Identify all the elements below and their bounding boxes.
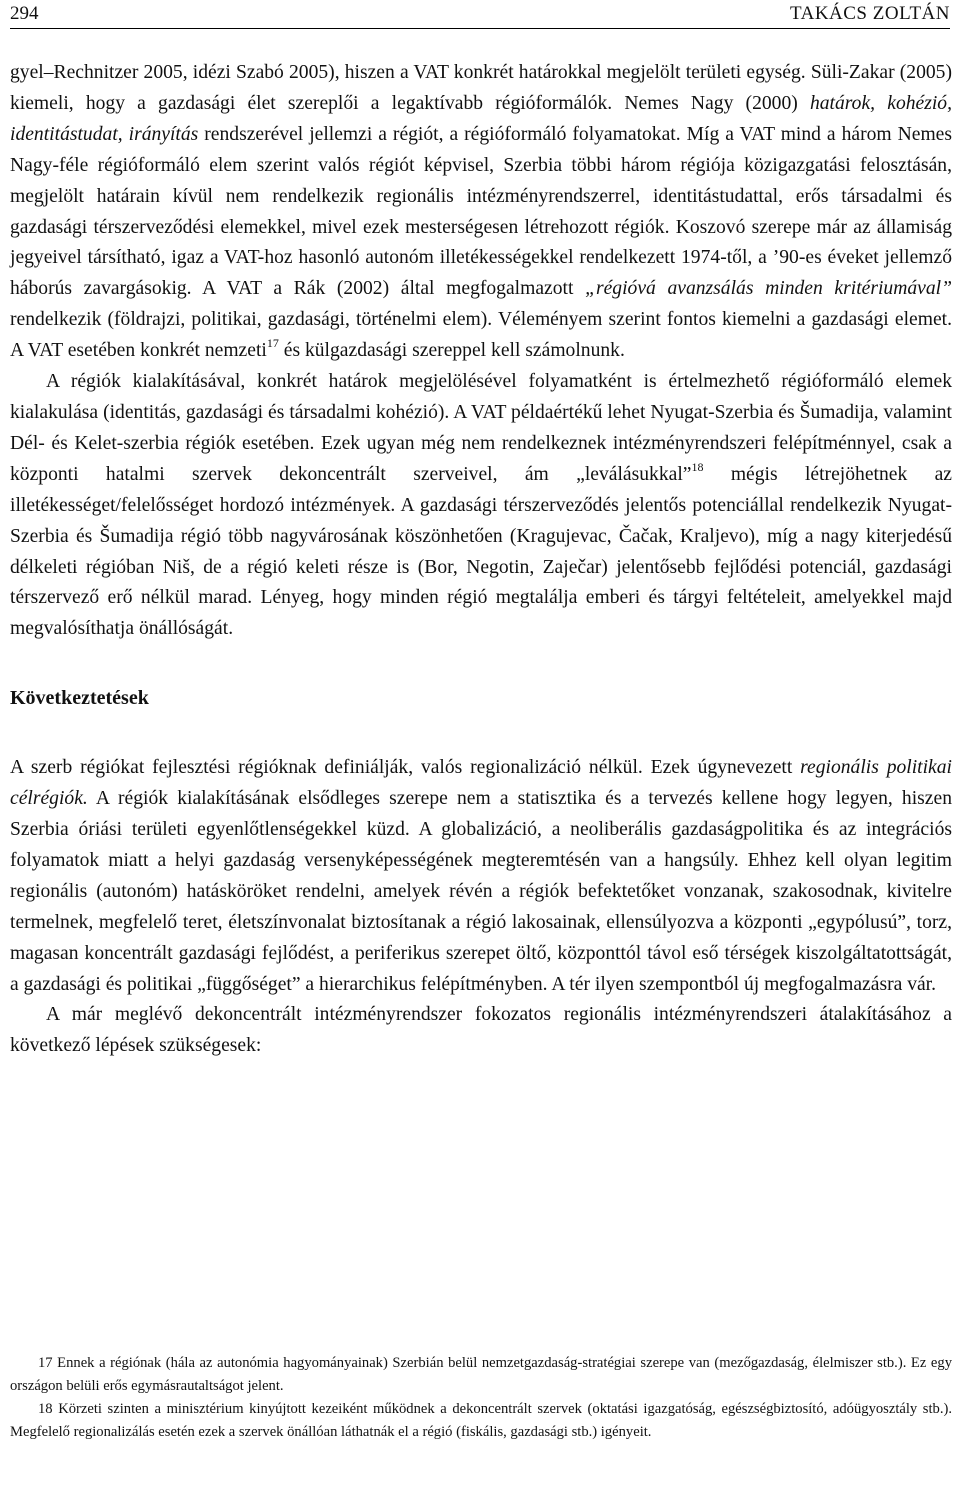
- body-text: [10, 58, 952, 1062]
- footnote-18: 18 Körzeti szinten a minisztérium kinyújtott kezeiként működnek a dekoncentrált szervek (oktatási igazgatóság, egészségbiztosító, adóügyosztály stb.). Megfelelő regionalizálás esetén ezek a szervek önállóan láthatnák el a régió (fiskális, gazdasági stb.) igényeit.: [10, 1401, 952, 1440]
- italic-quote: „régióvá avanzsálás minden kritériumával”: [585, 278, 952, 300]
- italic-term: regionális politikai célrégiók.: [10, 757, 952, 810]
- paragraph-2: A régiók kialakításával, konkrét határok megjelölésével folyamatként is értelmezhető régióformáló elemek kialakulása (identitás, gazdasági és társadalmi kohézió). A VAT példaértékű lehet Nyugat-Szerbia és Šumadija, valamint Dél- és Kelet-szerbia régiók esetében. Ezek ugyan még nem rendelkeznek intézményrendszeri felépítménnyel, csak a központi hatalmi szervek dekoncentrált szerveivel, ám „leválásukkal”$^{18}$ mégis létrejöhetnek az illetékességet/felelősséget hordozó intézmények. A gazdasági térszerveződés jelentős potenciállal rendelkezik Nyugat-Szerbia és Šumadija régió több nagyvárosának köszönhetően (Kragujevac, Čačak, Kraljevo), míg a nagy kiterjedésű délkeleti régióban Niš, de a régió keleti része is (Bor, Negotin, Zaječar) jelentősebb fejlődési potenciál, gazdasági térszervező erő nélkül marad. Lényeg, hogy minden régió megtalálja emberi és tárgyi feltételeit, amelyekkel majd megvalósíthatja önállóságát.: [10, 371, 952, 640]
- paragraph-3: A szerb régiókat fejlesztési régióknak definiálják, valós regionalizáció nélkül. Ezek úgynevezett regionális politikai célrégiók. A régiók kialakításának elsődleges szerepe nem a statisztika és a tervezés kellene hogy legyen, hiszen Szerbia óriási területi egyenlőtlenségekkel küzd. A globalizáció, a neoliberális gazdaságpolitika és az integrációs folyamatok miatt a helyi gazdaság versenyképességének megteremtésén van a hangsúly. Ehhez kell olyan legitim regionális (autonóm) hatásköröket rendelni, amelyek révén a régiók befektetőket vonzanak, szakosodnak, kivitelre termelnek, megfelelő teret, életszínvonalat biztosítanak a régió lakosainak, ellensúlyozva a központi „egypólusú”, torz, magasan koncentrált gazdasági fejlődést, a periferikus szerepet öltő, központtól távol eső térségek kiszolgáltatottságát, a gazdasági és politikai „függőséget” a hierarchikus felépítményben. A tér ilyen szempontból új megfogalmazásra vár.: [10, 757, 952, 995]
- running-author: TAKÁCS ZOLTÁN: [790, 3, 950, 24]
- footnote-ref-17[interactable]: 17: [266, 336, 279, 351]
- page-number: 294: [10, 3, 39, 24]
- running-header: [10, 2, 950, 29]
- paragraph-4: A már meglévő dekoncentrált intézményrendszer fokozatos regionális intézményrendszeri átalakításához a következő lépések szükségesek:: [10, 1004, 952, 1057]
- footnote-ref-18[interactable]: 18: [691, 459, 704, 474]
- paragraph-1: gyel–Rechnitzer 2005, idézi Szabó 2005), hiszen a VAT konkrét határokkal megjelölt területi egység. Süli-Zakar (2005) kiemeli, hogy a gazdasági élet szereplői a legaktívabb régióformálók. Nemes Nagy (2000) határok, kohézió, identitástudat, irányítás rendszerével jellemzi a régiót, a régióformáló folyamatokat. Míg a VAT mind a három Nemes Nagy-féle régióformáló elem szerint valós régiót képvisel, Szerbia többi három régiója közigazgatási felosztásán, megjelölt határain kívül nem rendelkezik regionális intézményrendszerrel, identitástudattal, erős társadalmi és gazdasági térszerveződési elemekkel, mivel ezek mesterségesen létrehozott régiók. Koszovó szerepe már az államiság jegyeivel társítható, igaz a VAT-hoz hasonló autonóm illetékességekkel rendelkezett 1974-től, a ’90-es éveket jellemző háborús zavargásokig. A VAT a Rák (2002) által megfogalmazott „régióvá avanzsálás minden kritériumával” rendelkezik (földrajzi, politikai, gazdasági, történelmi elem). Véleményem szerint fontos kiemelni a gazdasági elemet. A VAT esetében konkrét nemzeti$^{17}$ és külgazdasági szereppel kell számolnunk.: [10, 62, 953, 362]
- footnotes: [10, 1352, 952, 1444]
- footnote-17: 17 Ennek a régiónak (hála az autonómia hagyományainak) Szerbián belül nemzetgazdaság-stratégiai szerepe van (mezőgazdaság, élelmiszer stb.). Ez egy országon belüli erős egymásrautaltságot jelent.: [10, 1355, 952, 1394]
- italic-terms: határok, kohézió, identitástudat, irányítás: [10, 92, 952, 145]
- section-heading: Következtetések: [10, 687, 149, 710]
